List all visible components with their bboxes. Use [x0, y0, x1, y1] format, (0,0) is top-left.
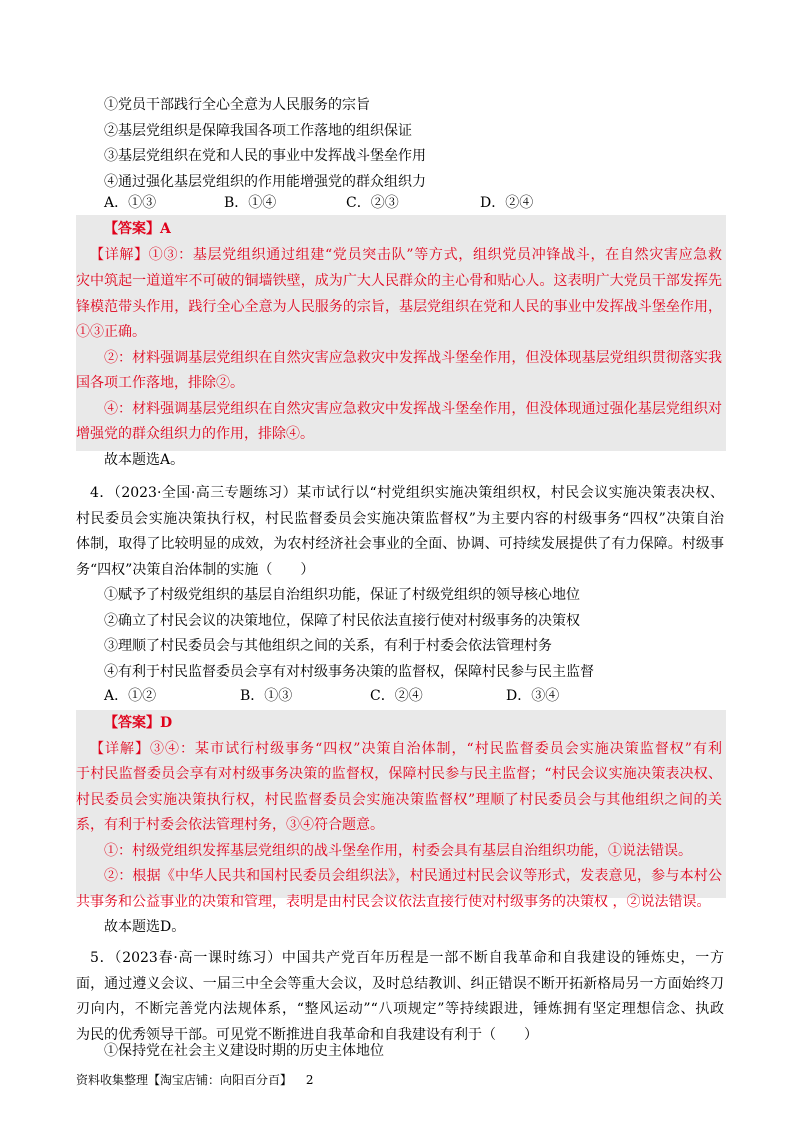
q3-item-4: ④通过强化基层党组织的作用能增强党的群众组织力 — [104, 174, 426, 190]
q4-option-d: D．③④ — [506, 688, 560, 704]
q4-stem-line-3: 体制，取得了比较明显的成效，为农村经济社会事业的全面、协调、可持续发展提供了有力保障。村级事 — [76, 536, 724, 552]
q4-conclusion: 故本题选D。 — [104, 919, 186, 935]
q4-stem-line-1: 4．（2023·全国·高三专题练习）某市试行以“村党组织实施决策组织权，村民会议实施决策表决权、 — [90, 485, 724, 501]
q3-options — [104, 193, 704, 213]
q3-option-a: A．①③ — [104, 195, 157, 211]
q3-detail-line-3: 锋模范带头作用，践行全心全意为人民服务的宗旨，基层党组织在党和人民的事业中发挥战斗堡垒作用， — [76, 299, 722, 315]
q3-detail-line-7: ④：材料强调基层党组织在自然灾害应急救灾中发挥战斗堡垒作用，但没体现通过强化基层党组织对 — [104, 401, 722, 417]
q3-conclusion: 故本题选A。 — [104, 452, 185, 468]
q4-item-2: ②确立了村民会议的决策地位，保障了村民依法直接行使对村级事务的决策权 — [104, 613, 580, 629]
q5-item-1: ①保持党在社会主义建设时期的历史主体地位 — [104, 1043, 384, 1059]
page-number: 2 — [305, 1073, 314, 1087]
q3-item-1: ①党员干部践行全心全意为人民服务的宗旨 — [104, 97, 370, 113]
q3-detail-line-4: ①③正确。 — [76, 324, 146, 340]
q5-stem-line-3: 刃向内，不断完善党内法规体系，“整风运动”“八项规定”等持续跟进，锤炼拥有坚定理想信念、执政 — [76, 1001, 724, 1017]
q4-item-4: ④有利于村民监督委员会享有对村级事务决策的监督权，保障村民参与民主监督 — [104, 664, 594, 680]
q4-detail-line-5: ①：村级党组织发挥基层党组织的战斗堡垒作用，村委会具有基层自治组织功能，①说法错误。 — [104, 843, 692, 859]
footer-text: 资料收集整理【淘宝店铺：向阳百分百】 — [76, 1073, 293, 1087]
q3-item-2: ②基层党组织是保障我国各项工作落地的组织保证 — [104, 123, 412, 139]
q4-detail-line-6: ②：根据《中华人民共和国村民委员会组织法》，村民通过村民会议等形式，发表意见，参与本村公 — [104, 868, 722, 884]
q5-stem-line-1: 5．（2023春·高一课时练习）中国共产党百年历程是一部不断自我革命和自我建设的锤炼史，一方 — [90, 950, 724, 966]
q3-option-b: B．①④ — [224, 195, 277, 211]
q4-detail-line-1: 【详解】③④：某市试行村级事务“四权”决策自治体制，“村民监督委员会实施决策监督权”有利 — [90, 741, 722, 757]
q3-detail-line-6: 国各项工作落地，排除②。 — [76, 375, 244, 391]
q3-answer: 【答案】A — [104, 221, 171, 237]
q3-detail-line-5: ②：材料强调基层党组织在自然灾害应急救灾中发挥战斗堡垒作用，但没体现基层党组织贯彻落实我 — [104, 350, 722, 366]
q3-item-3: ③基层党组织在党和人民的事业中发挥战斗堡垒作用 — [104, 148, 426, 164]
q4-option-c: C．②④ — [370, 688, 423, 704]
q4-stem-line-4: 务“四权”决策自治体制的实施（ ） — [76, 562, 315, 578]
q4-options — [104, 686, 704, 706]
q4-option-a: A．①② — [104, 688, 157, 704]
q4-answer: 【答案】D — [104, 715, 173, 731]
q3-option-c: C．②③ — [346, 195, 399, 211]
page-footer — [76, 1072, 313, 1088]
q4-detail-line-4: 系，有利于村委会依法管理村务，③④符合题意。 — [76, 817, 384, 833]
q5-stem-line-2: 面，通过遵义会议、一届三中全会等重大会议，及时总结教训、纠正错误不断开拓新格局另一方面始终刀 — [76, 976, 724, 992]
q4-item-1: ①赋予了村级党组织的基层自治组织功能，保证了村级党组织的领导核心地位 — [104, 587, 580, 603]
q4-detail-line-2: 于村民监督委员会享有对村级事务决策的监督权，保障村民参与民主监督；“村民会议实施决策表决权、 — [76, 766, 722, 782]
q4-option-b: B．①③ — [240, 688, 293, 704]
q3-detail-line-8: 增强党的群众组织力的作用，排除④。 — [76, 426, 314, 442]
q4-detail-line-7: 共事务和公益事业的决策和管理，表明是由村民会议依法直接行使对村级事务的决策权 ，②说法错误。 — [76, 894, 711, 910]
q4-stem-line-2: 村民委员会实施决策执行权，村民监督委员会实施决策监督权”为主要内容的村级事务“四权”决策自治 — [76, 511, 724, 527]
q3-detail-line-1: 【详解】①③：基层党组织通过组建“党员突击队”等方式，组织党员冲锋战斗，在自然灾害应急救 — [90, 247, 722, 263]
q3-detail-line-2: 灾中筑起一道道牢不可破的铜墙铁壁，成为广大人民群众的主心骨和贴心人。这表明广大党员干部发挥先 — [76, 273, 722, 289]
q3-option-d: D．②④ — [480, 195, 534, 211]
q4-item-3: ③理顺了村民委员会与其他组织之间的关系，有利于村委会依法管理村务 — [104, 638, 552, 654]
q5-stem-line-4: 为民的优秀领导干部。可见党不断推进自我革命和自我建设有利于（ ） — [76, 1027, 538, 1043]
q4-detail-line-3: 村民委员会实施决策执行权，村民监督委员会实施决策监督权”理顺了村民委员会与其他组织之间的关 — [76, 792, 722, 808]
